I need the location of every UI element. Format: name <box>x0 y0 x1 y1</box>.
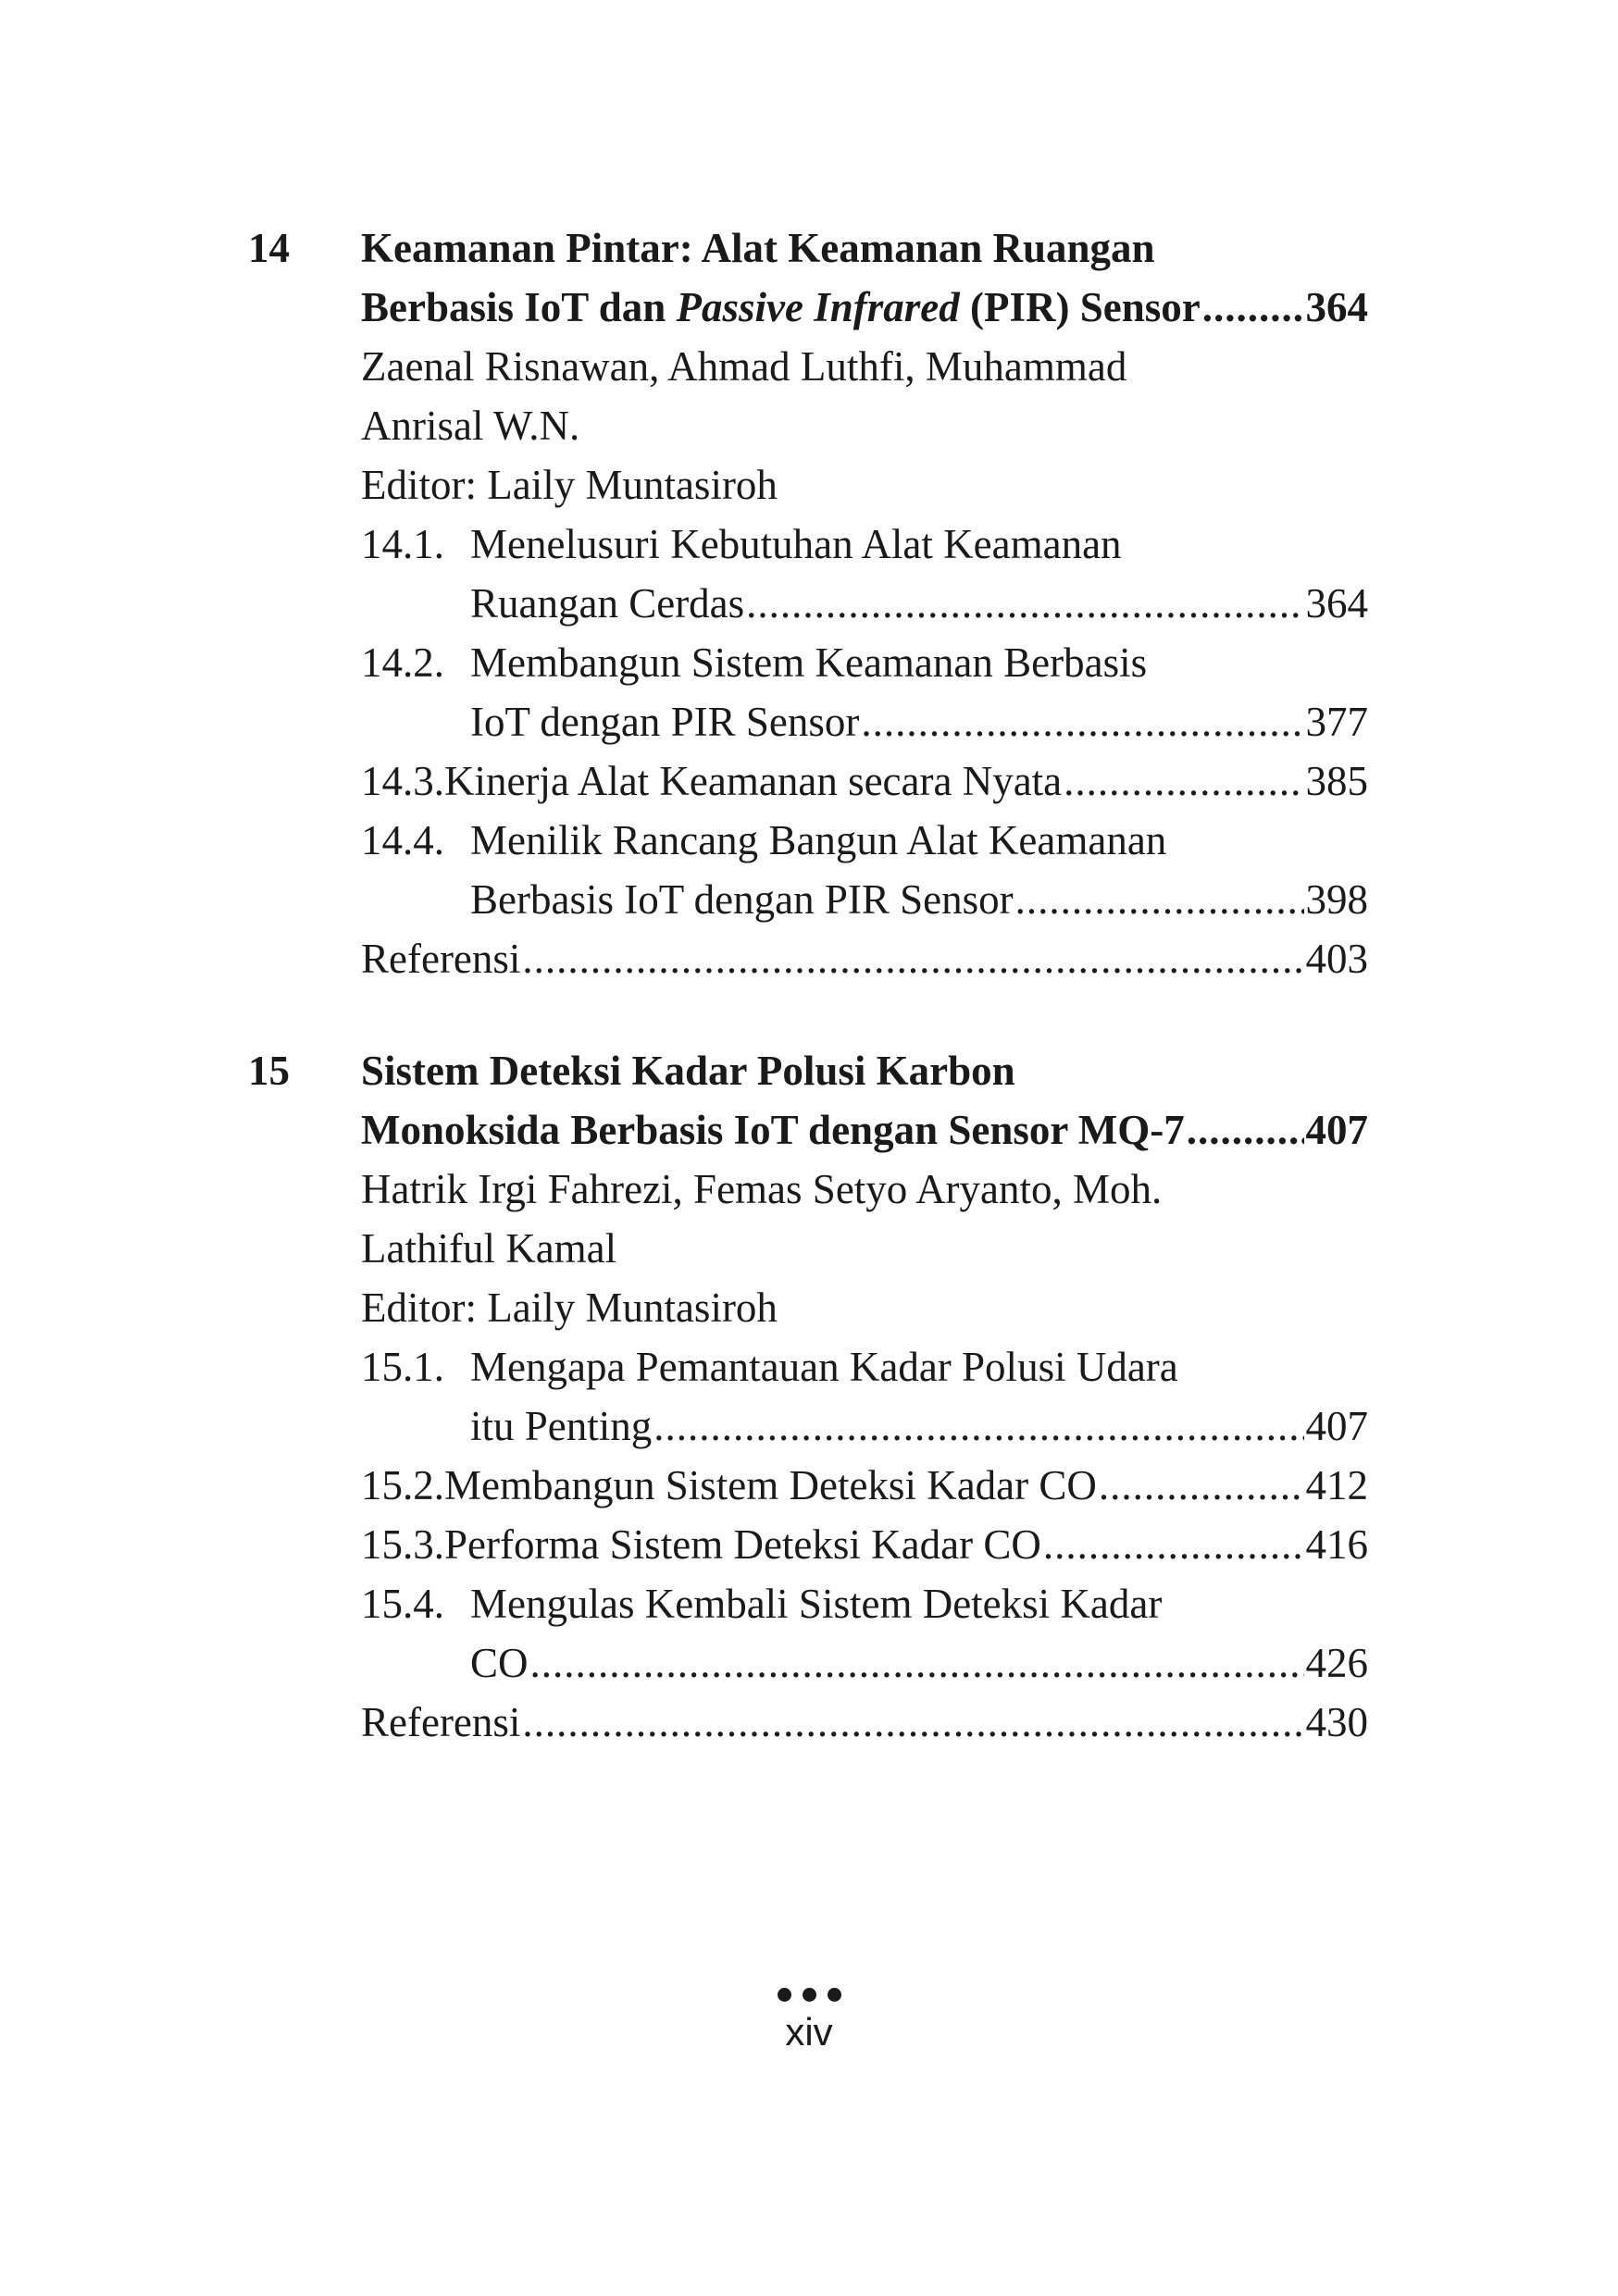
section-entry[interactable] <box>361 1633 1368 1693</box>
page-reference: 403 <box>1305 936 1368 982</box>
section-title: Membangun Sistem Deteksi Kadar CO <box>444 1462 1097 1508</box>
editor-line: Editor: Laily Muntasiroh <box>361 462 778 508</box>
references-label: Referensi <box>361 1699 521 1745</box>
dot-icon <box>803 1988 816 2002</box>
section-entry[interactable] <box>361 751 1368 811</box>
page-number: xiv <box>785 2010 833 2054</box>
ellipsis-ornament <box>0 1988 1618 2006</box>
chapter-title-entry[interactable] <box>361 278 1368 337</box>
section-entry-first-line: 15.4. Mengulas Kembali Sistem Deteksi Kadar <box>361 1574 1368 1633</box>
section-number: 14.2. <box>361 639 444 686</box>
dot-leader <box>1064 751 1303 811</box>
page-reference: 364 <box>1305 580 1368 627</box>
chapter-number: 15 <box>248 1048 290 1094</box>
chapter-title-entry[interactable] <box>361 1100 1368 1160</box>
chapter-title-line: Monoksida Berbasis IoT dengan Sensor MQ-7 <box>361 1107 1185 1153</box>
dot-leader <box>1015 870 1304 929</box>
section-entry[interactable] <box>361 870 1368 929</box>
section-entry[interactable] <box>361 1515 1368 1574</box>
page-reference: 426 <box>1305 1640 1368 1686</box>
page-reference: 385 <box>1305 758 1368 804</box>
dot-leader <box>861 692 1303 751</box>
editor-line: Editor: Laily Muntasiroh <box>361 1285 778 1331</box>
section-entry-first-line: 14.1. Menelusuri Kebutuhan Alat Keamanan <box>361 515 1368 574</box>
section-entry[interactable] <box>361 574 1368 633</box>
dot-leader <box>1099 1456 1304 1515</box>
section-number: 15.3. <box>361 1521 444 1568</box>
chapter-title-line: Keamanan Pintar: Alat Keamanan Ruangan <box>361 225 1155 271</box>
dot-icon <box>778 1988 791 2002</box>
section-number: 14.1. <box>361 521 444 567</box>
chapter-title-line: Berbasis IoT dan Passive Infrared (PIR) Sensor <box>361 284 1201 330</box>
section-number: 15.4. <box>361 1581 444 1627</box>
section-entry-first-line: 14.4. Menilik Rancang Bangun Alat Keamanan <box>361 811 1368 870</box>
authors-line: Lathiful Kamal <box>361 1225 617 1272</box>
section-entry-first-line: 15.1. Mengapa Pemantauan Kadar Polusi Udara <box>361 1337 1368 1396</box>
dot-leader <box>1187 1100 1304 1160</box>
section-number: 15.1. <box>361 1344 444 1390</box>
section-title: CO <box>470 1640 529 1686</box>
chapter-body <box>361 1041 1368 1752</box>
references-label: Referensi <box>361 936 521 982</box>
section-entry[interactable] <box>361 1396 1368 1456</box>
dot-leader <box>522 1693 1303 1752</box>
section-number: 14.4. <box>361 817 444 863</box>
dot-leader <box>653 1396 1303 1456</box>
page-reference: 412 <box>1305 1462 1368 1508</box>
page-reference: 377 <box>1305 699 1368 745</box>
page-reference: 407 <box>1305 1403 1368 1449</box>
authors-line: Hatrik Irgi Fahrezi, Femas Setyo Aryanto, Moh. <box>361 1166 1163 1212</box>
section-title: Kinerja Alat Keamanan secara Nyata <box>444 758 1063 804</box>
page-footer <box>0 1988 1618 2054</box>
page-reference: 430 <box>1305 1699 1368 1745</box>
authors-line: Zaenal Risnawan, Ahmad Luthfi, Muhammad <box>361 343 1127 390</box>
page-reference: 407 <box>1305 1107 1368 1153</box>
section-title: IoT dengan PIR Sensor <box>470 699 860 745</box>
chapter-title-line: Sistem Deteksi Kadar Polusi Karbon <box>361 1048 1015 1094</box>
section-entry[interactable] <box>361 692 1368 751</box>
authors-line: Anrisal W.N. <box>361 403 580 449</box>
references-entry[interactable] <box>361 929 1368 988</box>
dot-leader <box>522 929 1303 988</box>
section-title: Ruangan Cerdas <box>470 580 745 627</box>
section-title: Berbasis IoT dengan PIR Sensor <box>470 876 1014 923</box>
references-entry[interactable] <box>361 1693 1368 1752</box>
section-number: 14.3. <box>361 758 444 804</box>
chapter-body <box>361 218 1368 988</box>
section-entry[interactable] <box>361 1456 1368 1515</box>
dot-leader <box>1043 1515 1304 1574</box>
dot-leader <box>746 574 1303 633</box>
section-title: itu Penting <box>470 1403 653 1449</box>
section-number: 15.2. <box>361 1462 444 1508</box>
section-title: Performa Sistem Deteksi Kadar CO <box>444 1521 1041 1568</box>
section-entry-first-line: 14.2. Membangun Sistem Keamanan Berbasis <box>361 633 1368 692</box>
dot-leader <box>530 1633 1304 1693</box>
dot-icon <box>828 1988 841 2002</box>
page-reference: 398 <box>1305 876 1368 923</box>
page-reference: 364 <box>1305 284 1368 330</box>
dot-leader <box>1202 278 1304 337</box>
page-reference: 416 <box>1305 1521 1368 1568</box>
chapter-number: 14 <box>248 225 290 271</box>
